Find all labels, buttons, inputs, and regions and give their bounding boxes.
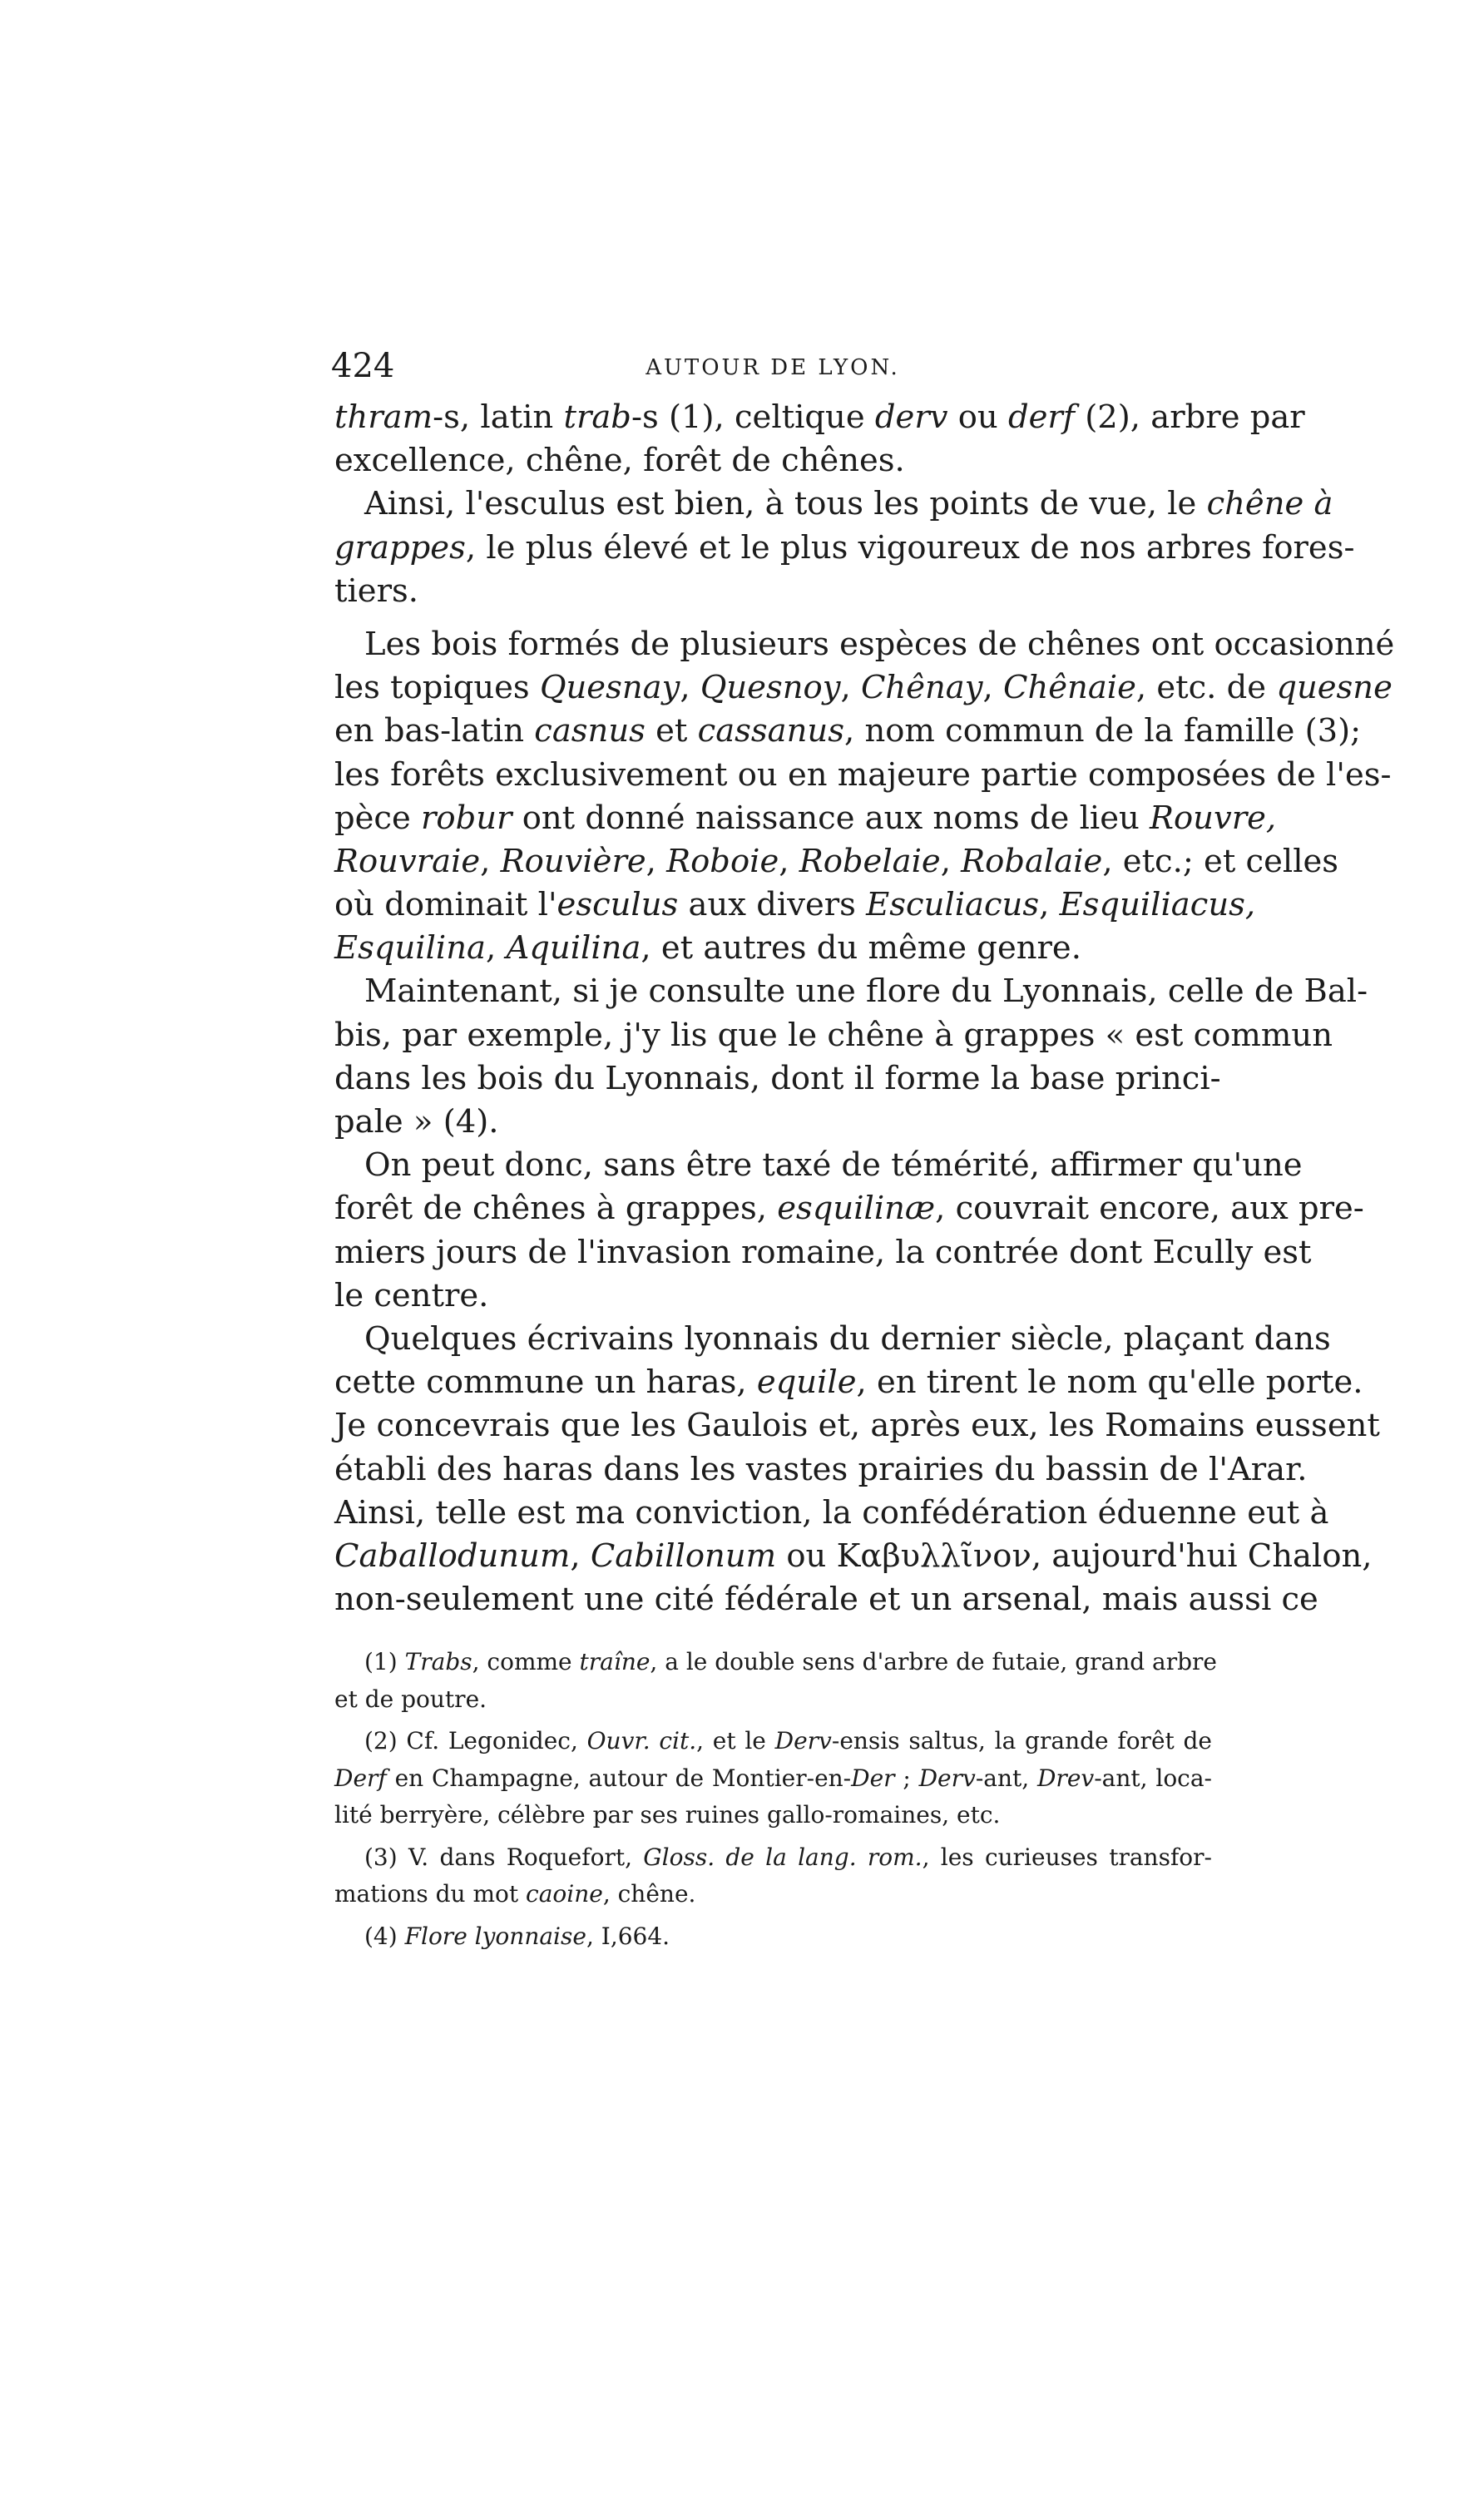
page-number: 424	[331, 347, 395, 385]
paragraph-5	[334, 1144, 1364, 1318]
text-line: Ainsi, l'esculus est bien, à tous les points de vue, le chêne à	[364, 485, 1333, 523]
footnote-line: (2) Cf. Legonidec, Ouvr. cit., et le Derv-ensis saltus, la grande forêt de	[364, 1727, 1212, 1754]
running-head: AUTOUR DE LYON.	[646, 355, 900, 380]
paragraph-4	[334, 970, 1368, 1144]
paragraph-3	[334, 623, 1395, 971]
text-line: Ainsi, telle est ma conviction, la confédération éduenne eut à	[334, 1493, 1329, 1532]
text-line: bis, par exemple, j'y lis que le chêne à grappes « est commun	[334, 1016, 1333, 1054]
text-line: Rouvraie, Rouvière, Roboie, Robelaie, Robalaie, etc.; et celles	[334, 842, 1339, 880]
paragraph-1	[334, 396, 1305, 483]
body-text	[334, 396, 1395, 1621]
footnote-3	[334, 1839, 1212, 1913]
text-line: Maintenant, si je consulte une flore du Lyonnais, celle de Bal-	[364, 972, 1368, 1011]
footnote-line: mations du mot caoine, chêne.	[334, 1880, 696, 1908]
footnote-line: Derf en Champagne, autour de Montier-en-Der ; Derv-ant, Drev-ant, loca-	[334, 1764, 1213, 1792]
text-line: le centre.	[334, 1276, 489, 1314]
text-line: les forêts exclusivement ou en majeure partie composées de l'es-	[334, 755, 1392, 794]
text-line: dans les bois du Lyonnais, dont il forme la base princi-	[334, 1059, 1221, 1097]
footnote-2	[334, 1723, 1212, 1834]
text-line: forêt de chênes à grappes, esquilinæ, couvrait encore, aux pre-	[334, 1190, 1364, 1228]
text-line: cette commune un haras, equile, en tirent le nom qu'elle porte.	[334, 1363, 1363, 1402]
page-header	[331, 341, 1214, 391]
text-line: On peut donc, sans être taxé de témérité, affirmer qu'une	[364, 1146, 1303, 1185]
text-line: thram-s, latin trab-s (1), celtique derv ou derf (2), arbre par	[334, 398, 1305, 436]
text-line: les topiques Quesnay, Quesnoy, Chênay, Chênaie, etc. de quesne	[334, 669, 1392, 707]
text-line: établi des haras dans les vastes prairies du bassin de l'Arar.	[334, 1450, 1308, 1488]
text-line: Les bois formés de plusieurs espèces de chênes ont occasionné	[364, 625, 1395, 663]
footnote-4	[334, 1918, 1212, 1956]
footnote-line: et de poutre.	[334, 1685, 487, 1713]
footnote-line: (3) V. dans Roquefort, Gloss. de la lang. rom., les curieuses transfor-	[364, 1843, 1213, 1871]
footnote-line: (4) Flore lyonnaise, I,664.	[364, 1922, 670, 1950]
text-line: où dominait l'esculus aux divers Esculiacus, Esquiliacus,	[334, 886, 1256, 924]
footnotes	[334, 1644, 1218, 1955]
text-line: pèce robur ont donné naissance aux noms de lieu Rouvre,	[334, 799, 1277, 837]
text-line: tiers.	[334, 572, 418, 610]
text-line: Quelques écrivains lyonnais du dernier siècle, plaçant dans	[364, 1319, 1331, 1358]
paragraph-6	[334, 1318, 1380, 1621]
text-line: grappes, le plus élevé et le plus vigoureux de nos arbres fores-	[334, 528, 1355, 567]
text-line: excellence, chêne, forêt de chênes.	[334, 442, 905, 480]
text-line: Caballodunum, Cabillonum ou Καβυλλῖνον, aujourd'hui Chalon,	[334, 1537, 1373, 1575]
text-line: en bas-latin casnus et cassanus, nom commun de la famille (3);	[334, 712, 1362, 750]
text-line: miers jours de l'invasion romaine, la contrée dont Ecully est	[334, 1233, 1312, 1271]
text-line: Je concevrais que les Gaulois et, après eux, les Romains eussent	[334, 1407, 1380, 1445]
footnote-line: lité berryère, célèbre par ses ruines gallo-romaines, etc.	[334, 1801, 1001, 1829]
footnote-line: (1) Trabs, comme traîne, a le double sens d'arbre de futaie, grand arbre	[364, 1648, 1218, 1675]
text-line: Esquilina, Aquilina, et autres du même genre.	[334, 929, 1081, 967]
footnote-1	[334, 1644, 1218, 1718]
text-line: pale » (4).	[334, 1103, 499, 1141]
text-line: non-seulement une cité fédérale et un arsenal, mais aussi ce	[334, 1581, 1318, 1619]
paragraph-2	[334, 483, 1355, 613]
